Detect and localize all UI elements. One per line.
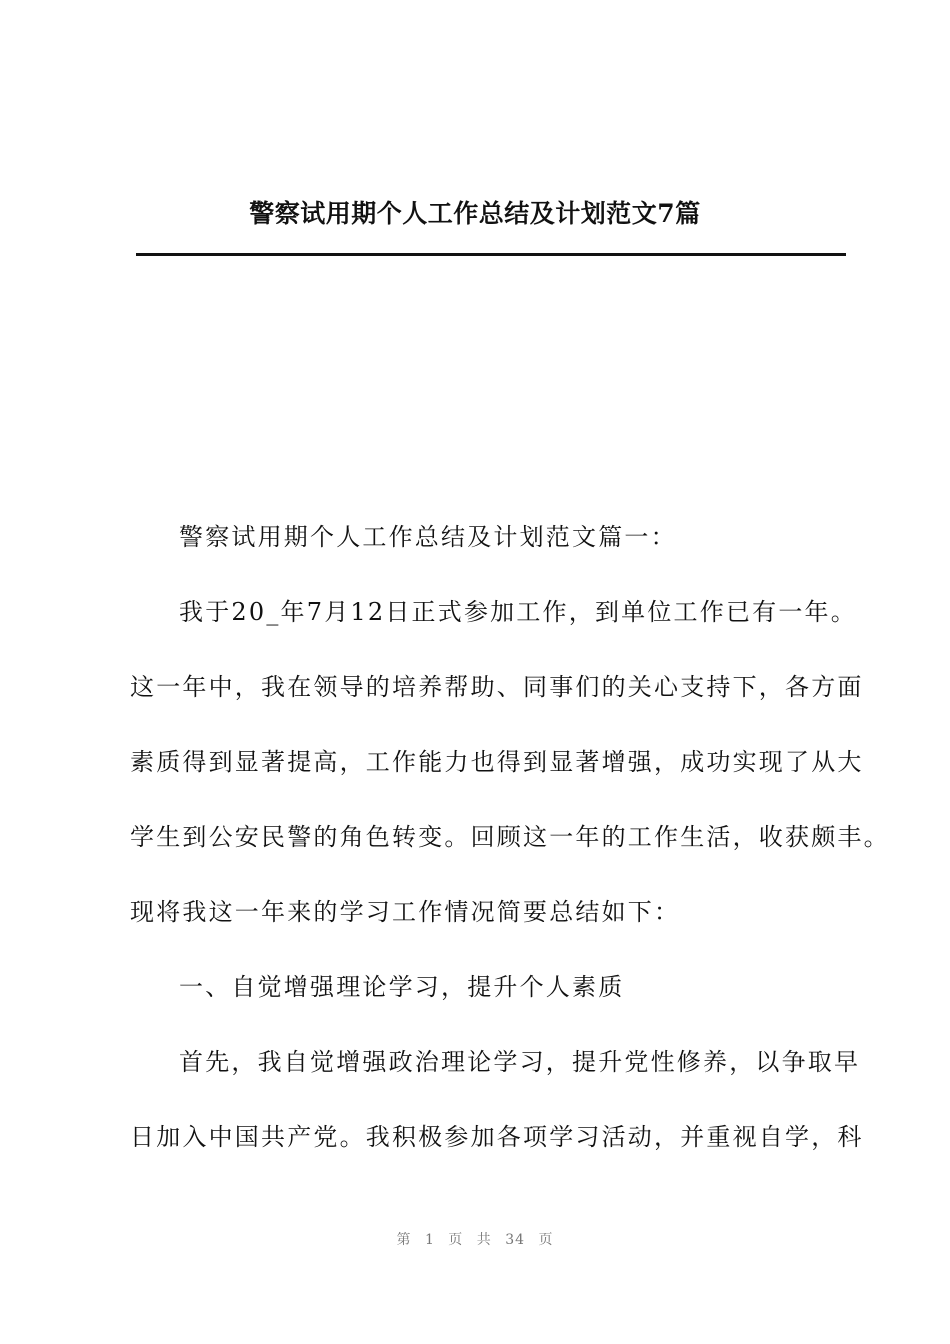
document-body xyxy=(130,500,890,1175)
document-title: 警察试用期个人工作总结及计划范文7篇 xyxy=(249,199,701,228)
paragraph-line: 日加入中国共产党。我积极参加各项学习活动，并重视自学，科 xyxy=(130,1123,864,1151)
paragraph-line: 现将我这一年来的学习工作情况简要总结如下： xyxy=(130,898,681,926)
title-underline xyxy=(136,253,846,256)
paragraph-line: 首先，我自觉增强政治理论学习，提升党性修养，以争取早 xyxy=(179,1048,861,1076)
paragraph-line: 这一年中，我在领导的培养帮助、同事们的关心支持下，各方面 xyxy=(130,673,864,701)
paragraph-line: 素质得到显著提高，工作能力也得到显著增强，成功实现了从大 xyxy=(130,748,864,776)
paragraph-line: 学生到公安民警的角色转变。回顾这一年的工作生活，收获颇丰。 xyxy=(130,823,890,851)
paragraph-line: 我于20_年7月12日正式参加工作，到单位工作已有一年。 xyxy=(179,598,857,626)
page-number-footer: 第 1 页 共 34 页 xyxy=(396,1232,554,1248)
section-heading: 警察试用期个人工作总结及计划范文篇一： xyxy=(179,523,677,551)
subsection-heading: 一、自觉增强理论学习，提升个人素质 xyxy=(179,973,625,1001)
